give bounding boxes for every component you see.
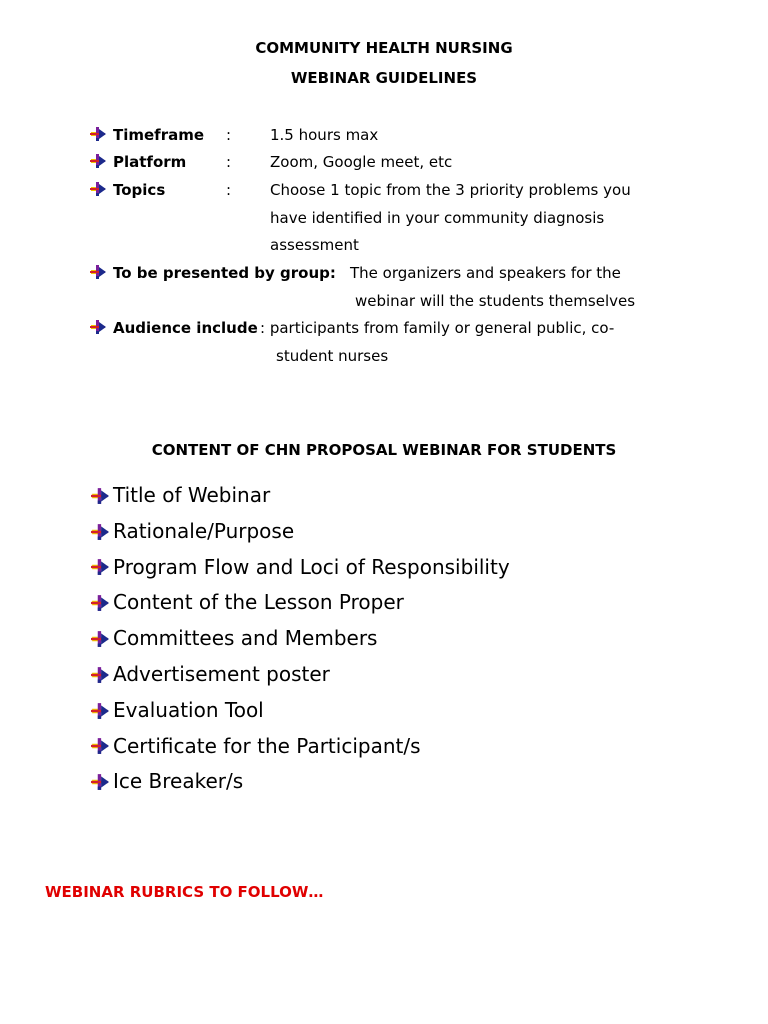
arrow-bullet-icon	[89, 153, 107, 169]
guideline-audience	[89, 314, 709, 342]
arrow-bullet-icon	[89, 319, 107, 335]
arrow-bullet-icon	[89, 264, 107, 280]
guideline-presented-by	[89, 259, 709, 287]
guideline-value: : participants from family or general public, co-	[260, 319, 615, 337]
rubrics-note: WEBINAR RUBRICS TO FOLLOW…	[45, 883, 324, 901]
guideline-value-continued: have identified in your community diagnosis	[270, 209, 605, 227]
guideline-topics	[89, 176, 689, 204]
list-item	[89, 764, 510, 800]
document-subtitle: WEBINAR GUIDELINES	[290, 69, 478, 87]
guideline-colon: :	[226, 181, 232, 199]
arrow-bullet-icon	[89, 181, 107, 197]
guideline-label: Audience include	[113, 319, 258, 337]
list-item	[89, 621, 510, 657]
guideline-value: 1.5 hours max	[270, 126, 379, 144]
list-item-label: Evaluation Tool	[113, 697, 264, 722]
guideline-value-continued: student nurses	[276, 347, 389, 365]
guideline-value-continued: assessment	[270, 236, 359, 254]
guideline-label: To be presented by group:	[113, 264, 336, 282]
arrow-bullet-icon	[89, 523, 111, 541]
section-title: CONTENT OF CHN PROPOSAL WEBINAR FOR STUDENTS	[151, 441, 617, 459]
list-item	[89, 514, 510, 550]
arrow-bullet-icon	[89, 594, 111, 612]
content-list	[89, 478, 510, 800]
guideline-platform	[89, 148, 689, 176]
list-item	[89, 550, 510, 586]
list-item	[89, 585, 510, 621]
list-item-label: Committees and Members	[113, 626, 378, 651]
list-item-label: Rationale/Purpose	[113, 518, 295, 543]
guideline-value: The organizers and speakers for the	[350, 264, 621, 282]
arrow-bullet-icon	[89, 773, 111, 791]
list-item	[89, 729, 510, 765]
guideline-colon: :	[226, 153, 232, 171]
list-item	[89, 657, 510, 693]
guideline-value: Choose 1 topic from the 3 priority problems you	[270, 181, 631, 199]
guideline-label: Topics	[113, 181, 166, 199]
guideline-value: Zoom, Google meet, etc	[270, 153, 453, 171]
arrow-bullet-icon	[89, 630, 111, 648]
arrow-bullet-icon	[89, 558, 111, 576]
arrow-bullet-icon	[89, 487, 111, 505]
list-item-label: Certificate for the Participant/s	[113, 733, 421, 758]
list-item-label: Ice Breaker/s	[113, 769, 244, 794]
arrow-bullet-icon	[89, 737, 111, 755]
list-item	[89, 478, 510, 514]
arrow-bullet-icon	[89, 126, 107, 142]
document-title: COMMUNITY HEALTH NURSING	[255, 39, 513, 57]
guideline-timeframe	[89, 121, 689, 149]
list-item-label: Advertisement poster	[113, 661, 330, 686]
arrow-bullet-icon	[89, 666, 111, 684]
list-item	[89, 693, 510, 729]
list-item-label: Content of the Lesson Proper	[113, 590, 404, 615]
list-item-label: Program Flow and Loci of Responsibility	[113, 554, 510, 579]
guideline-colon: :	[226, 126, 232, 144]
guideline-value-continued: webinar will the students themselves	[355, 292, 636, 310]
guideline-label: Platform	[113, 153, 187, 171]
list-item-label: Title of Webinar	[113, 483, 271, 507]
guideline-label: Timeframe	[113, 126, 205, 144]
arrow-bullet-icon	[89, 702, 111, 720]
